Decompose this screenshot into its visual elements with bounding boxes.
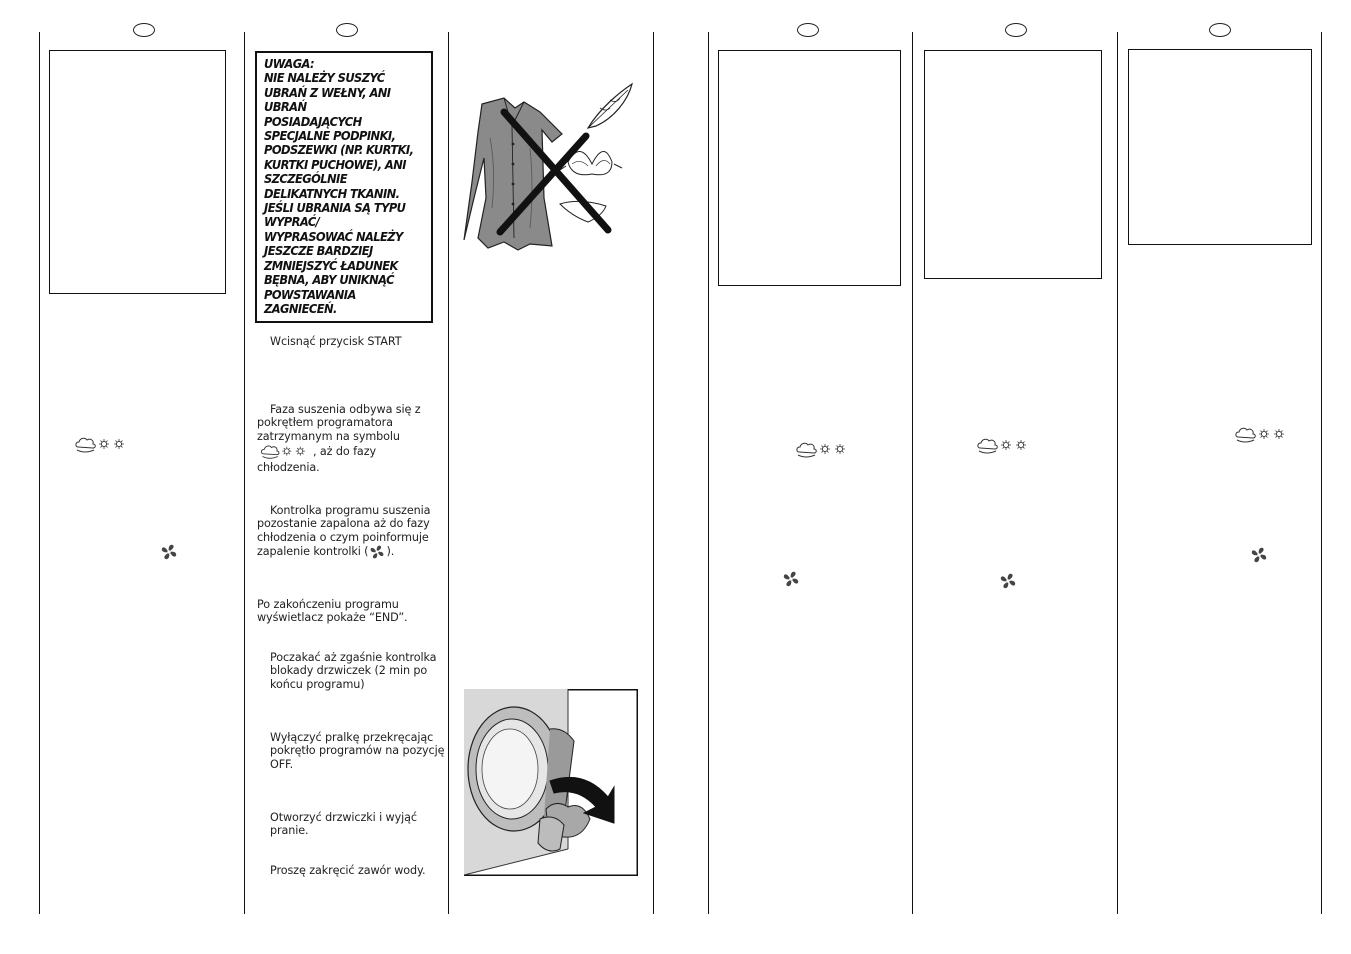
step-lamp	[257, 504, 439, 560]
fan-icon	[1250, 546, 1268, 564]
language-badge	[1209, 23, 1231, 37]
column-divider	[448, 32, 449, 914]
step-end: Po zakończeniu programu wyświetlacz pokaże “END”.	[257, 598, 408, 625]
warning-line: PODSZEWKI (NP. KURTKI,	[264, 143, 414, 158]
language-badge	[1005, 23, 1027, 37]
fan-icon	[782, 570, 800, 588]
step-wait: Poczakać aż zgaśnie kontrolka blokady drzwiczek (2 min po końcu programu)	[270, 651, 437, 691]
column-divider	[1117, 32, 1118, 914]
language-badge	[797, 23, 819, 37]
fan-icon	[368, 544, 386, 560]
step-drying	[257, 403, 439, 475]
dry-symbol-icon	[976, 436, 1032, 456]
warning-line: SPECJALNE PODPINKI,	[264, 129, 396, 144]
fan-icon	[999, 572, 1017, 590]
step-lamp-text: Kontrolka programu suszenia pozostanie zapalona aż do fazy chłodzenia o czym poinformuje zapalenie kontrolki (	[257, 504, 431, 559]
warning-line: DELIKATNYCH TKANIN.	[264, 186, 400, 201]
warning-line: SZCZEGÓLNIE	[264, 172, 348, 187]
warning-line: WYPRAĆ/	[264, 215, 320, 230]
step-drying-text: Faza suszenia odbywa się z pokrętłem programatora zatrzymanym na symbolu	[257, 403, 421, 443]
language-badge	[336, 23, 358, 37]
step-lamp-text-end: ).	[386, 545, 395, 559]
language-badge	[133, 23, 155, 37]
no-delicates-illustration	[460, 78, 640, 256]
column-divider	[39, 32, 40, 914]
warning-line: UBRAŃ Z WEŁNY, ANI	[264, 85, 391, 100]
step-off: Wyłączyć pralkę przekręcając pokrętło programów na pozycję OFF.	[270, 731, 445, 771]
warning-line: BĘBNA, ABY UNIKNĄĆ	[264, 273, 394, 288]
column-divider	[912, 32, 913, 914]
step-start: Wcisnąć przycisk START	[270, 335, 402, 348]
warning-line: UWAGA:	[264, 57, 315, 71]
step-open: Otworzyć drzwiczki i wyjąć pranie.	[270, 811, 417, 838]
warning-line: POSIADAJĄCYCH	[264, 114, 362, 129]
warning-line: ZAGNIECEŃ.	[264, 301, 337, 316]
column-divider	[653, 32, 654, 914]
dry-symbol-icon	[1234, 425, 1290, 445]
fan-icon	[160, 543, 178, 561]
dry-symbol-icon	[795, 440, 851, 460]
warning-line: KURTKI PUCHOWE), ANI	[264, 157, 406, 172]
step-tap: Proszę zakręcić zawór wody.	[270, 864, 426, 877]
column-divider	[244, 32, 245, 914]
warning-line: JEŚLI UBRANIA SĄ TYPU	[264, 201, 406, 216]
warning-line: JESZCZE BARDZIEJ	[264, 244, 373, 259]
dry-symbol-icon	[74, 435, 130, 455]
warning-line: NIE NALEŻY SUSZYĆ	[264, 71, 385, 86]
warning-line: ZMNIEJSZYĆ ŁADUNEK	[264, 258, 398, 273]
warning-box-empty	[924, 50, 1102, 279]
open-door-illustration	[464, 689, 638, 876]
warning-line: UBRAŃ	[264, 100, 307, 115]
warning-line: WYPRASOWAĆ NALEŻY	[264, 229, 403, 244]
warning-box-empty	[1128, 49, 1312, 245]
dry-symbol-icon	[257, 443, 313, 461]
warning-box	[255, 51, 433, 323]
step-drying-text-end: , aż do fazy chłodzenia.	[257, 445, 376, 475]
column-divider	[708, 32, 709, 914]
warning-box-empty	[718, 50, 901, 286]
warning-line: POWSTAWANIA	[264, 287, 356, 302]
warning-box-empty	[49, 50, 226, 294]
column-divider	[1321, 32, 1322, 914]
